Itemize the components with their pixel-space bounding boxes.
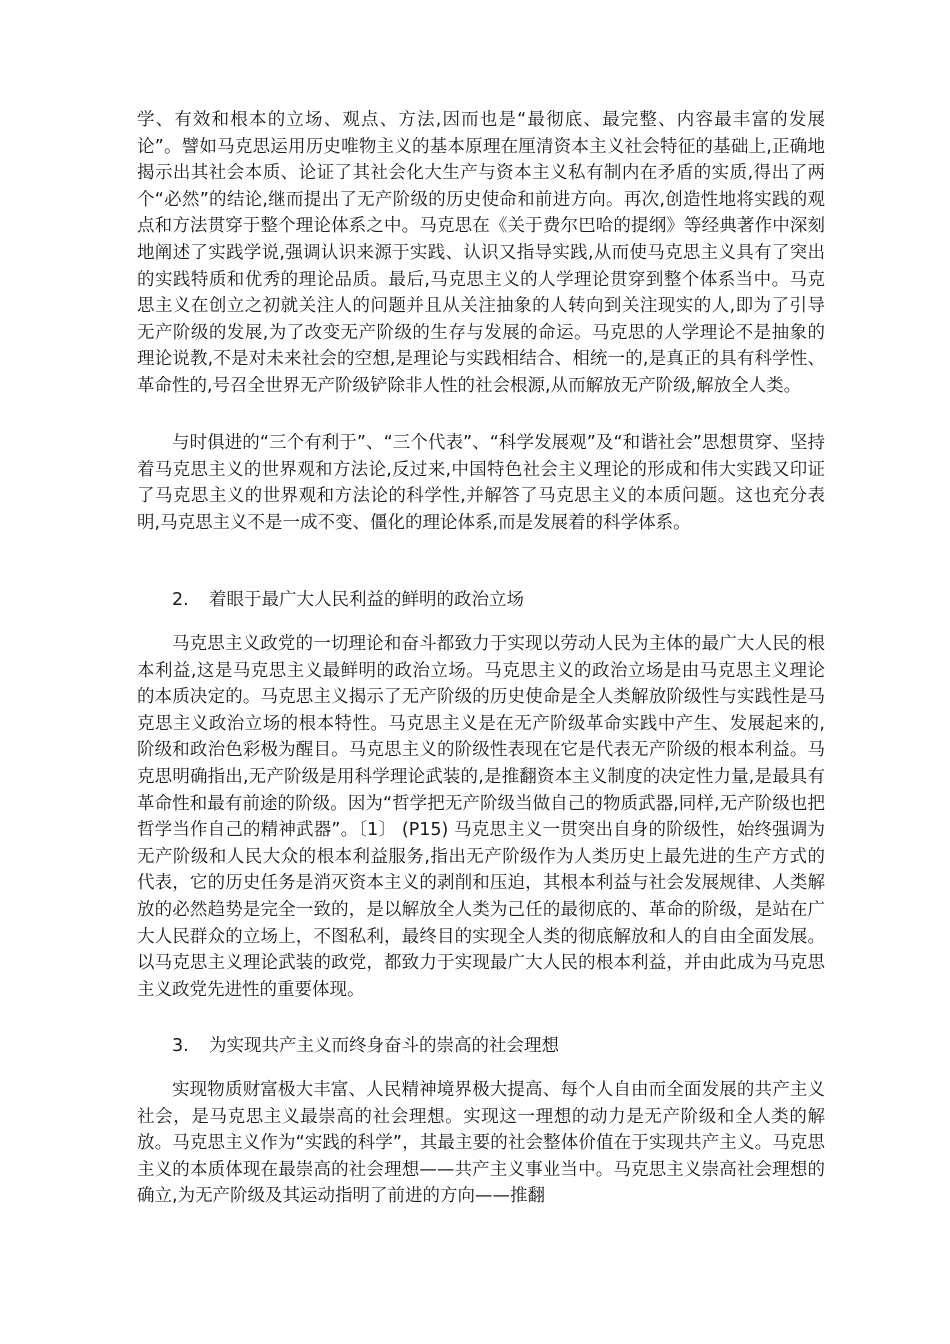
section-title: 着眼于最广大人民利益的鲜明的政治立场 (209, 590, 524, 610)
section-title: 为实现共产主义而终身奋斗的崇高的社会理想 (209, 1036, 559, 1056)
body-paragraph-2: 与时俱进的“三个有利于”、“三个代表”、“科学发展观”及“和谐社会”思想贯穿、坚持着马克思主义的世界观和方法论,反过来,中国特色社会主义理论的形成和伟大实践又印证了马克思主义的世界观和方法论的科学性,并解答了马克思主义的本质问题。这也充分表明,马克思主义不是一成不变、僵化的理论体系,而是发展着的科学体系。 (137, 433, 825, 533)
body-paragraph-4: 实现物质财富极大丰富、人民精神境界极大提高、每个人自由而全面发展的共产主义社会，是马克思主义最崇高的社会理想。实现这一理想的动力是无产阶级和全人类的解放。马克思主义作为“实践的科学”，其最主要的社会整体价值在于实现共产主义。马克思主义的本质体现在最崇高的社会理想——共产主义事业当中。马克思主义崇高社会理想的确立,为无产阶级及其运动指明了前进的方向——推翻 (137, 1080, 825, 1207)
section-heading-3 (137, 1033, 860, 1060)
section-number: 3. (172, 1036, 189, 1056)
section-heading-2 (137, 587, 860, 614)
section-number: 2. (172, 590, 189, 610)
body-paragraph-3: 马克思主义政党的一切理论和奋斗都致力于实现以劳动人民为主体的最广大人民的根本利益,这是马克思主义最鲜明的政治立场。马克思主义的政治立场是由马克思主义理论的本质决定的。马克思主义揭示了无产阶级的历史使命是全人类解放阶级性与实践性是马克思主义政治立场的根本特性。马克思主义是在无产阶级革命实践中产生、发展起来的,阶级和政治色彩极为醒目。马克思主义的阶级性表现在它是代表无产阶级的根本利益。马克思明确指出,无产阶级是用科学理论武装的,是推翻资本主义制度的决定性力量,是最具有革命性和最有前途的阶级。因为“哲学把无产阶级当做自己的物质武器,同样,无产阶级也把哲学当作自己的精神武器”。〔1〕 (P15) 马克思主义一贯突出自身的阶级性，始终强调为无产阶级和人民大众的根本利益服务,指出无产阶级作为人类历史上最先进的生产方式的代表，它的历史任务是消灭资本主义的剥削和压迫，其根本利益与社会发展规律、人类解放的必然趋势是完全一致的，是以解放全人类为己任的最彻底的、革命的阶级，是站在广大人民群众的立场上，不图私利，最终目的实现全人类的彻底解放和人的自由全面发展。以马克思主义理论武装的政党，都致力于实现最广大人民的根本利益，并由此成为马克思主义政党先进性的重要体现。 (137, 634, 825, 1000)
body-paragraph-1: 学、有效和根本的立场、观点、方法,因而也是“最彻底、最完整、内容最丰富的发展论”。譬如马克思运用历史唯物主义的基本原理在厘清资本主义社会特征的基础上,正确地揭示出其社会本质、论证了其社会化大生产与资本主义私有制内在矛盾的实质,得出了两个“必然”的结论,继而提出了无产阶级的历史使命和前进方向。再次,创造性地将实践的观点和方法贯穿于整个理论体系之中。马克思在《关于费尔巴哈的提纲》等经典著作中深刻地阐述了实践学说,强调认识来源于实践、认识又指导实践,从而使马克思主义具有了突出的实践特质和优秀的理论品质。最后,马克思主义的人学理论贯穿到整个体系当中。马克思主义在创立之初就关注人的问题并且从关注抽象的人转向到关注现实的人,即为了引导无产阶级的发展,为了改变无产阶级的生存与发展的命运。马克思的人学理论不是抽象的理论说教,不是对未来社会的空想,是理论与实践相结合、相统一的,是真正的具有科学性、革命性的,号召全世界无产阶级铲除非人性的社会根源,从而解放无产阶级,解放全人类。 (137, 110, 825, 396)
